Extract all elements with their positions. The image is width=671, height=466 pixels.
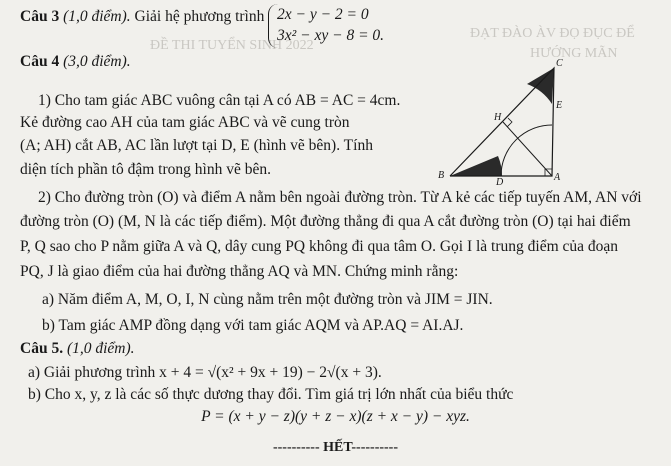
q4-part1-line4: diện tích phần tô đậm trong hình vẽ bên. (20, 161, 271, 178)
q5-formula: P = (x + y − z)(y + z − x)(z + x − y) − xyz. (201, 408, 470, 425)
equation-system (268, 4, 384, 48)
question-3 (20, 7, 264, 27)
question-3-points: (1,0 điểm). (63, 8, 131, 25)
label-B: B (438, 170, 445, 181)
bleed-through-text: ĐẠT ĐÀO ÀV ĐỌ ĐỤC ĐỂ (470, 26, 635, 41)
question-4-heading (20, 52, 131, 72)
label-A: A (554, 172, 561, 183)
bleed-through-text: HƯỚNG MÃN (530, 46, 618, 61)
label-H: H (494, 112, 502, 123)
question-3-label: Câu 3 (20, 8, 60, 25)
end-marker: ---------- HẾT---------- (272, 440, 399, 455)
geometry-figure (432, 56, 564, 186)
bleed-through-text: ĐỀ THI TUYỂN SINH 2022 (150, 38, 314, 53)
label-D: D (496, 177, 504, 188)
q4-part2-line4: PQ, J là giao điểm của hai đường thẳng AQ và MN. Chứng minh rằng: (20, 263, 459, 280)
q4-part2-a: a) Năm điểm A, M, O, I, N cùng nằm trên một đường tròn và JIM = JIN. (42, 291, 493, 308)
label-C: C (556, 58, 563, 69)
q5-part-b: b) Cho x, y, z là các số thực dương thay đổi. Tìm giá trị lớn nhất của biểu thức (28, 386, 514, 403)
q4-part2-line3: P, Q sao cho P nằm giữa A và Q, dây cung PQ không đi qua tâm O. Gọi I là trung điểm của đoạn (20, 238, 619, 255)
question-4-label: Câu 4 (20, 53, 60, 70)
equation-1: 2x − y − 2 = 0 (277, 6, 369, 23)
q4-part1-line2: Kẻ đường cao AH của tam giác ABC và vẽ cung tròn (20, 114, 350, 131)
question-3-text: Giải hệ phương trình (134, 8, 265, 25)
question-5-label: Câu 5. (20, 340, 64, 357)
question-5-points: (1,0 điểm). (66, 340, 135, 357)
q4-part2-line1: 2) Cho đường tròn (O) và điểm A nằm bên ngoài đường tròn. Từ A kẻ các tiếp tuyến AM, AN với (38, 189, 642, 206)
label-E: E (556, 100, 563, 111)
q4-part1-line1: 1) Cho tam giác ABC vuông cân tại A có AB = AC = 4cm. (38, 92, 401, 109)
equation-2: 3x² − xy − 8 = 0. (277, 27, 385, 44)
q5-part-a: a) Giải phương trình x + 4 = √(x² + 9x + 19) − 2√(x + 3). (28, 364, 382, 381)
question-4-points: (3,0 điểm). (63, 53, 131, 70)
q4-part1-line3: (A; AH) cắt AB, AC lần lượt tại D, E (hình vẽ bên). Tính (20, 137, 373, 154)
q4-part2-b: b) Tam giác AMP đồng dạng với tam giác AQM và AP.AQ = AI.AJ. (42, 317, 464, 334)
question-5-heading (20, 339, 135, 359)
q4-part2-line2: đường tròn (O) (M, N là các tiếp điểm). Một đường thẳng đi qua A cắt đường tròn (O) tại hai điểm (20, 213, 631, 230)
